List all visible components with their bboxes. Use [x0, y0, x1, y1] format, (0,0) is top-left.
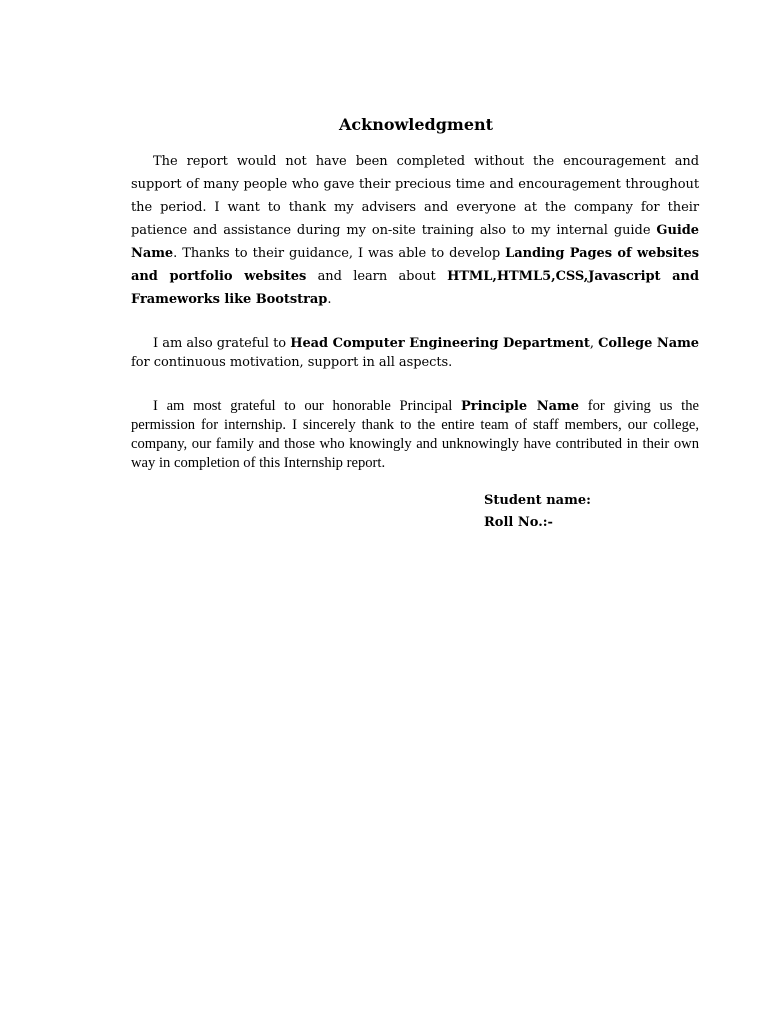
acknowledgment-paragraph-1: [131, 150, 699, 311]
paragraph-text: I am most grateful to our honorable Principal: [153, 398, 461, 414]
guide-name: Guide Name: [131, 223, 699, 261]
page-title: Acknowledgment: [338, 115, 494, 134]
acknowledgment-paragraph-2: [131, 334, 699, 372]
paragraph-text: .: [327, 292, 332, 307]
paragraph-text: The report would not have been completed without the encouragement and support of many people who gave their precious time and encouragement throughout the period. I want to thank my advisers and everyone at the company for their patience and assistance during my on-site training also to my internal guide: [131, 154, 699, 238]
principal-name: Principle Name: [460, 399, 580, 414]
paragraph-text: I am also grateful to: [153, 336, 291, 351]
student-name-label: Student name:: [484, 493, 591, 508]
paragraph-text: for giving us the permission for internship. I sincerely thank to the entire team of staff members, our college, company, our family and those who knowingly and unknowingly have contributed in their own way in completion of this Internship report.: [131, 398, 700, 471]
paragraph-text: ,: [589, 336, 599, 351]
paragraph-text: for continuous motivation, support in all aspects.: [131, 355, 453, 370]
paragraph-text: and learn about: [306, 269, 448, 284]
college-name: College Name: [598, 336, 700, 351]
paragraph-text: . Thanks to their guidance, I was able to develop: [173, 246, 506, 261]
technologies-learned: HTML,HTML5,CSS,Javascript and Frameworks like Bootstrap: [131, 269, 699, 307]
department-head: Head Computer Engineering Department: [290, 336, 590, 351]
projects-developed: Landing Pages of websites and portfolio websites: [131, 246, 699, 284]
roll-no-label: Roll No.:-: [484, 515, 553, 530]
acknowledgment-paragraph-3: [131, 397, 699, 473]
